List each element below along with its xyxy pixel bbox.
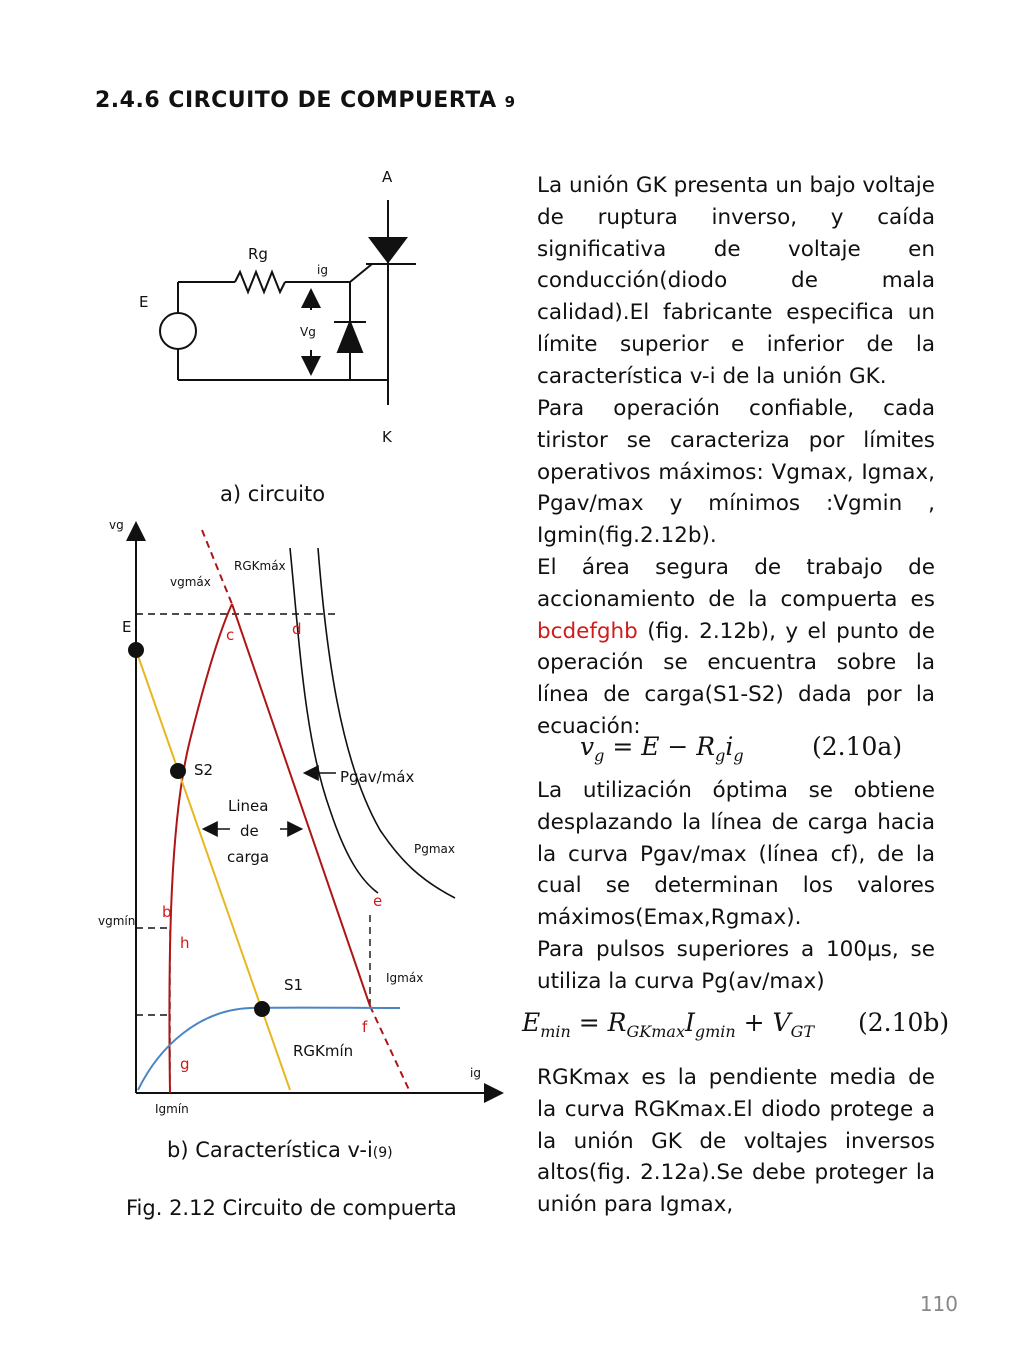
- paragraph-3-b: (fig. 2.12b), y el punto de operación se encuentra sobre la línea de carga(S1-S2) dada por la ecuación:: [537, 618, 935, 739]
- point-b-label: b: [162, 903, 172, 921]
- point-s2: [170, 763, 186, 779]
- load-line-label-2: de: [240, 822, 259, 840]
- ig-axis-label: ig: [470, 1066, 481, 1080]
- igmax-label: Igmáx: [386, 971, 424, 985]
- rgkmin-dash-bottom: [370, 1006, 410, 1092]
- protection-diode: [338, 322, 362, 352]
- equation-210a-label: (2.10a): [812, 732, 903, 761]
- point-g-label: g: [180, 1055, 190, 1073]
- rgkmax-curve: [169, 604, 235, 1093]
- s2-label: S2: [194, 761, 214, 779]
- ig-label: ig: [317, 263, 328, 277]
- igmin-label: Igmín: [155, 1102, 189, 1116]
- e-label: E: [139, 293, 149, 311]
- point-c-label: c: [226, 626, 235, 644]
- rgkmin-curve: [138, 1008, 400, 1090]
- point-e: [128, 642, 144, 658]
- load-line-label-3: carga: [227, 848, 270, 866]
- paragraph-4: La utilización óptima se obtiene desplazando la línea de carga hacia la curva Pgav/max (línea cf), de la cual se determinan los valores máximos(Emax,Rgmax).: [537, 778, 935, 931]
- vgmin-label: vgmín: [98, 914, 136, 928]
- paragraph-3: [537, 552, 935, 743]
- equation-210a: $v_g = E - R_gi_g$: [580, 732, 744, 765]
- load-line: [136, 650, 290, 1090]
- equation-210b: $E_{min} = R_{GKmax}I_{gmin} + V_{GT}$: [522, 1008, 815, 1041]
- paragraph-5: Para pulsos superiores a 100µs, se utiliza la curva Pg(av/max): [537, 937, 935, 994]
- load-line-label-1: Linea: [228, 797, 269, 815]
- heading-ref: 9: [504, 93, 516, 111]
- pgmax-label: Pgmax: [414, 842, 455, 856]
- paragraph-1: La unión GK presenta un bajo voltaje de ruptura inverso, y caída significativa de voltaje en conducción(diodo de mala calidad).El fabricante especifica un límite superior e inferior de la característica v-i de la unión GK.: [537, 173, 935, 389]
- s1-label: S1: [284, 976, 304, 994]
- figure-caption: Fig. 2.12 Circuito de compuerta: [126, 1196, 457, 1220]
- equation-210b-label: (2.10b): [858, 1008, 950, 1037]
- graph-caption: [167, 1138, 393, 1162]
- graph-e-label: E: [122, 618, 132, 636]
- vg-axis-label: vg: [109, 518, 124, 532]
- paragraph-6: RGKmax es la pendiente media de la curva RGKmax.El diodo protege a la unión GK de voltajes inversos altos(fig. 2.12a).Se debe proteger la unión para Igmax,: [537, 1065, 935, 1218]
- point-f-label: f: [362, 1018, 368, 1036]
- resistor-rg: [235, 272, 285, 292]
- pgav-curve: [290, 548, 378, 893]
- anode-label: A: [382, 168, 393, 186]
- graph-caption-text: b) Característica v-i: [167, 1138, 373, 1162]
- vgmin-dash: [136, 928, 170, 1093]
- rgkmin-label: RGKmín: [293, 1042, 354, 1060]
- point-h-label: h: [180, 934, 190, 952]
- page-number: 110: [919, 1292, 958, 1316]
- cathode-label: K: [382, 428, 392, 446]
- rgkmax-label: RGKmáx: [234, 559, 286, 573]
- safe-area-label: bcdefghb: [537, 618, 638, 644]
- point-e-red-label: e: [373, 892, 383, 910]
- thyristor-symbol: [370, 238, 406, 262]
- rg-label: Rg: [248, 245, 268, 263]
- gate-circuit: [160, 200, 416, 405]
- point-d-label: d: [292, 620, 302, 638]
- gate-lead: [350, 264, 372, 282]
- paragraph-2: Para operación confiable, cada tiristor se caracteriza por límites operativos máximos: Vgmax, Igmax, Pgav/max y mínimos :Vgmin , Igmin(fig.2.12b).: [537, 396, 935, 549]
- graph-caption-ref: (9): [372, 1145, 393, 1161]
- vg-label: Vg: [300, 325, 316, 339]
- circuit-caption: a) circuito: [220, 482, 326, 506]
- vgmax-label: vgmáx: [170, 575, 211, 589]
- pgav-label: Pgav/máx: [340, 768, 415, 786]
- vi-graph: [128, 525, 500, 1093]
- heading-text: 2.4.6 CIRCUITO DE COMPUERTA: [95, 88, 497, 113]
- rgkmax-dash-top: [202, 530, 232, 604]
- point-s1: [254, 1001, 270, 1017]
- paragraph-3-a: El área segura de trabajo de accionamiento de la compuerta es: [537, 555, 935, 612]
- source-e: [160, 313, 196, 349]
